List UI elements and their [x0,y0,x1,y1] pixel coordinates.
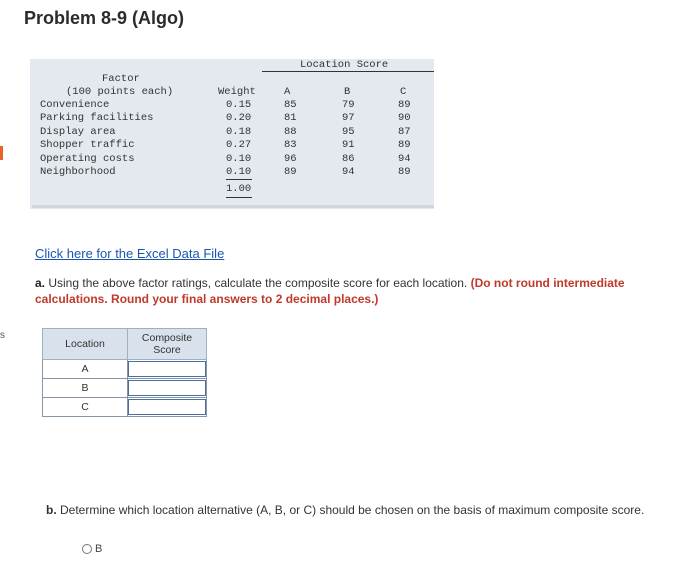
location-cell: C [43,398,128,417]
question-a [35,275,695,307]
table-row [43,379,207,398]
column-header-b: B [344,86,351,98]
question-b-prefix: b. [46,503,57,517]
score-b: 94 [342,166,355,178]
composite-score-table [42,328,207,417]
question-b [46,503,644,517]
factor-weight: 0.15 [226,99,252,111]
factor-name: Convenience [40,99,110,111]
location-cell: B [43,379,128,398]
composite-score-column-header [128,329,207,360]
composite-score-cell [128,398,207,417]
factor-ratings-table [30,55,434,207]
score-a: 96 [284,153,297,165]
score-a: 83 [284,139,297,151]
score-b: 95 [342,126,355,138]
factor-weight: 0.20 [226,112,252,124]
radio-button[interactable] [82,544,92,554]
location-column-header: Location [43,329,128,360]
column-header-a: A [284,86,291,98]
score-b: 79 [342,99,355,111]
score-c: 94 [398,153,411,165]
factor-header-sub: (100 points each) [66,86,174,98]
composite-score-cell [128,379,207,398]
factor-name: Display area [40,126,116,138]
factor-name: Operating costs [40,153,135,165]
factor-weight: 0.18 [226,126,252,138]
header-rule [262,71,434,72]
weight-header: Weight [218,86,256,98]
score-a: 88 [284,126,297,138]
score-a: 89 [284,166,297,178]
weight-total: 1.00 [226,183,252,195]
score-b: 86 [342,153,355,165]
option-b[interactable] [82,543,102,555]
question-a-prefix: a. [35,276,46,290]
table-row [43,360,207,379]
factor-weight: 0.10 [226,153,252,165]
score-c: 90 [398,112,411,124]
question-a-instruction: (Do not round intermediate calculations. Round your final answers to 2 decimal places.) [35,276,625,306]
score-c: 89 [398,166,411,178]
factor-weight: 0.10 [226,166,252,178]
question-a-text: Using the above factor ratings, calculate the composite score for each location. [45,276,471,290]
composite-score-input-b[interactable] [128,380,206,396]
page-title: Problem 8-9 (Algo) [24,8,185,28]
factor-name: Shopper traffic [40,139,135,151]
composite-header-line1: Composite [141,332,193,344]
score-a: 81 [284,112,297,124]
score-b: 97 [342,112,355,124]
composite-score-input-a[interactable] [128,361,206,377]
weight-sum-rule [226,179,252,180]
factor-name: Parking facilities [40,112,154,124]
score-c: 87 [398,126,411,138]
location-score-header: Location Score [300,59,389,71]
location-cell: A [43,360,128,379]
score-b: 91 [342,139,355,151]
weight-total-rule [226,197,252,198]
side-marker [0,146,3,160]
composite-score-cell [128,360,207,379]
table-row [43,398,207,417]
score-c: 89 [398,99,411,111]
table-bottom-bar [32,205,434,208]
factor-weight: 0.27 [226,139,252,151]
score-a: 85 [284,99,297,111]
composite-score-input-c[interactable] [128,399,206,415]
factor-name: Neighborhood [40,166,116,178]
option-label: B [95,543,103,555]
question-b-text: Determine which location alternative (A, B, or C) should be chosen on the basis of maximum composite score. [56,503,645,517]
factor-header: Factor [102,73,140,85]
side-letter: s [0,330,5,341]
excel-data-link[interactable]: Click here for the Excel Data File [35,246,225,261]
column-header-c: C [400,86,407,98]
score-c: 89 [398,139,411,151]
composite-header-line2: Score [153,344,181,356]
